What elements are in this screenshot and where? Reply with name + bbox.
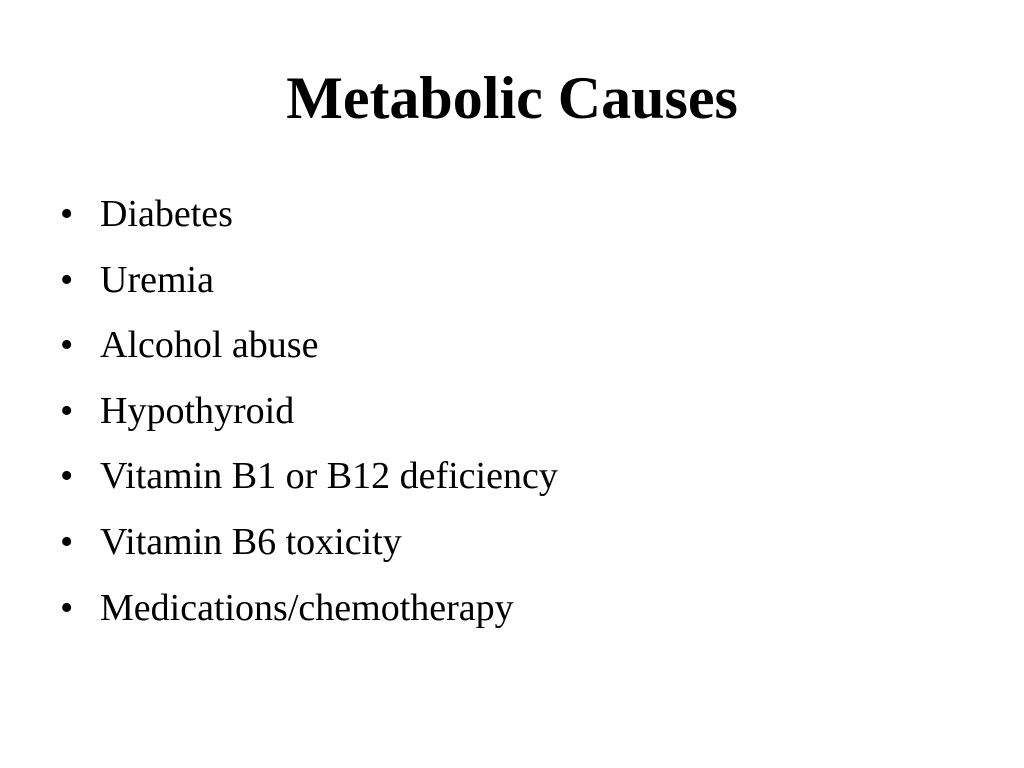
slide-title: Metabolic Causes xyxy=(286,65,738,131)
bullet-icon: • xyxy=(60,455,74,498)
list-item-text: Uremia xyxy=(100,258,214,301)
bullet-icon: • xyxy=(60,258,74,301)
list-item-text: Alcohol abuse xyxy=(100,324,319,367)
list-item xyxy=(56,321,558,387)
bullet-icon: • xyxy=(60,193,74,235)
bullet-list xyxy=(56,190,558,649)
list-item xyxy=(56,190,558,256)
list-item-text: Medications/chemotherapy xyxy=(100,586,514,629)
list-item xyxy=(56,518,558,584)
bullet-icon: • xyxy=(60,324,74,367)
list-item-text: Hypothyroid xyxy=(100,389,295,432)
bullet-icon: • xyxy=(60,389,74,432)
bullet-icon: • xyxy=(60,520,74,563)
list-item-text: Diabetes xyxy=(100,193,233,235)
list-item-text: Vitamin B1 or B12 deficiency xyxy=(100,455,558,498)
bullet-icon: • xyxy=(60,586,74,629)
list-item-text: Vitamin B6 toxicity xyxy=(100,520,402,563)
list-item xyxy=(56,387,558,453)
list-item xyxy=(56,256,558,322)
list-item xyxy=(56,584,558,650)
list-item xyxy=(56,452,558,518)
